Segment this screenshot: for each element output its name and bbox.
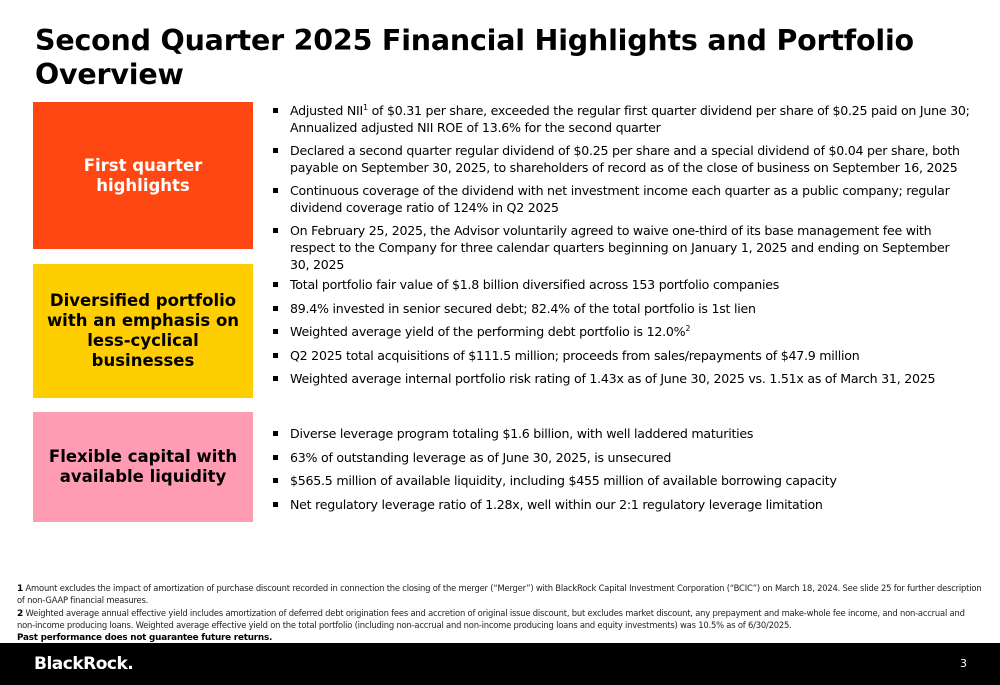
section-label: Diversified portfolio with an emphasis on less-cyclical businesses	[33, 264, 253, 398]
page-title: Second Quarter 2025 Financial Highlights and Portfolio Overview	[35, 24, 914, 91]
bullet-list	[271, 276, 971, 394]
page-number: 3	[960, 657, 967, 670]
list-item: Total portfolio fair value of $1.8 billion diversified across 153 portfolio companies	[271, 276, 971, 293]
list-item: $565.5 million of available liquidity, including $455 million of available borrowing capacity	[271, 472, 971, 489]
list-item: 89.4% invested in senior secured debt; 82.4% of the total portfolio is 1st lien	[271, 300, 971, 317]
section-label: First quarter highlights	[33, 102, 253, 249]
section-first-quarter-highlights	[33, 102, 973, 272]
list-item: Adjusted NII$^1$ of $0.31 per share, exceeded the regular first quarter dividend per share of $0.25 paid on June 30; Annualized adjusted NII ROE of 13.6% for the second quarter	[271, 102, 971, 136]
list-item: 63% of outstanding leverage as of June 30, 2025, is unsecured	[271, 449, 971, 466]
footnote: 1 Amount excludes the impact of amortization of purchase discount recorded in connection the closing of the merger (“Merger”) with BlackRock Capital Investment Corporation (“BCIC”) on March 18, 2024. See slide 25 for further description of non-GAAP financial measures.	[17, 583, 982, 605]
footnotes	[17, 583, 982, 646]
list-item: On February 25, 2025, the Advisor voluntarily agreed to waive one-third of its base management fee with respect to the Company for three calendar quarters beginning on January 1, 2025 and ending on September 30, 2025	[271, 222, 971, 273]
footnote-ref: 2	[685, 323, 691, 333]
footnote-ref: 1	[362, 102, 368, 112]
list-item: Weighted average internal portfolio risk rating of 1.43x as of June 30, 2025 vs. 1.51x as of March 31, 2025	[271, 370, 971, 387]
list-item: Declared a second quarter regular dividend of $0.25 per share and a special dividend of $0.04 per share, both payable on September 30, 2025, to shareholders of record as of the close of business on September 16, 2025	[271, 142, 971, 176]
section-diversified-portfolio	[33, 264, 973, 398]
footer-bar	[0, 643, 1000, 685]
blackrock-logo: BlackRock.	[34, 654, 134, 674]
list-item: Weighted average yield of the performing debt portfolio is 12.0%$^2$	[271, 323, 971, 340]
footnote: 2 Weighted average annual effective yield includes amortization of deferred debt origination fees and accretion of original issue discount, but excludes market discount, any prepayment and make-whole fee income, and non-accrual and non-income producing loans. Weighted average effective yield on the total portfolio (including non-accrual and non-income producing loans and equity investments) was 10.5% as of 6/30/2025.	[17, 608, 965, 630]
disclaimer: Past performance does not guarantee future returns.	[17, 633, 273, 643]
section-label: Flexible capital with available liquidity	[33, 412, 253, 522]
list-item: Net regulatory leverage ratio of 1.28x, well within our 2:1 regulatory leverage limitation	[271, 496, 971, 513]
section-flexible-capital	[33, 412, 973, 522]
list-item: Diverse leverage program totaling $1.6 billion, with well laddered maturities	[271, 425, 971, 442]
list-item: Continuous coverage of the dividend with net investment income each quarter as a public company; regular dividend coverage ratio of 124% in Q2 2025	[271, 182, 971, 216]
bullet-list	[271, 425, 971, 519]
list-item: Q2 2025 total acquisitions of $111.5 million; proceeds from sales/repayments of $47.9 million	[271, 347, 971, 364]
bullet-list	[271, 102, 971, 279]
